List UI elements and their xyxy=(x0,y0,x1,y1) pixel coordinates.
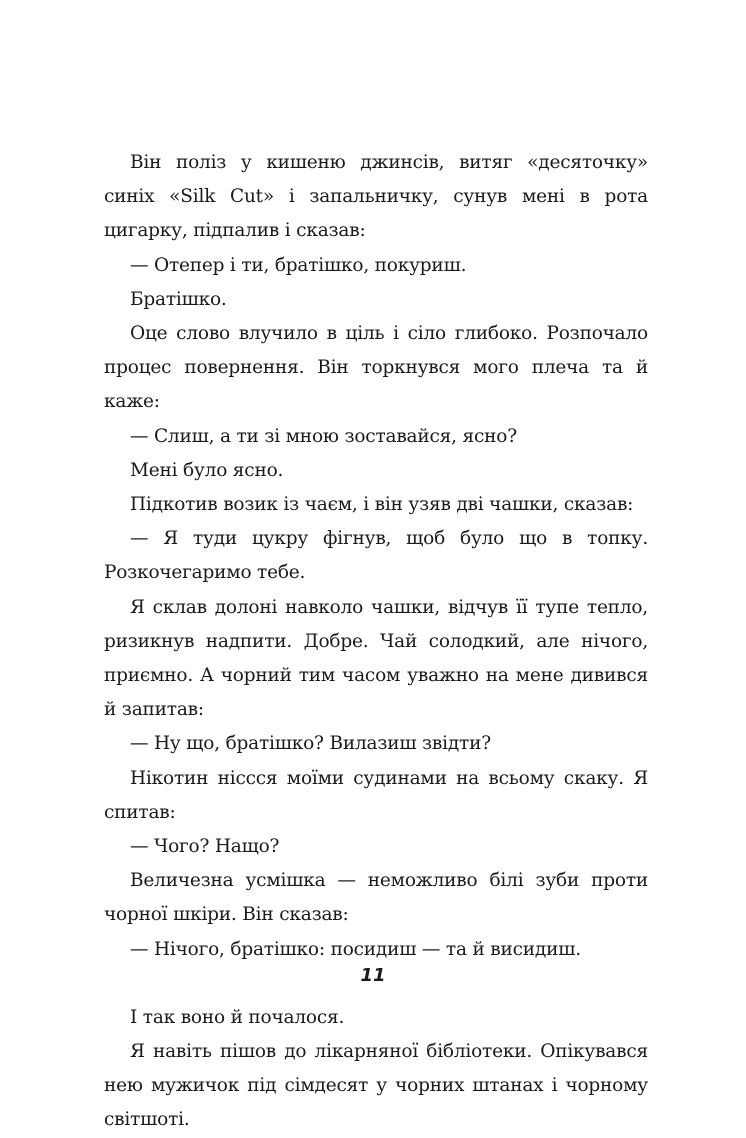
paragraph: Оце слово влучило в ціль і сіло глибоко. Розпочало процес повернення. Він торкнувся мого плеча та й каже: xyxy=(104,323,648,413)
paragraph: — Нічого, братішко: посидиш — та й висидиш. xyxy=(130,938,581,960)
paragraph: — Я туди цукру фігнув, щоб було що в топку. Розкочегаримо тебе. xyxy=(104,528,648,584)
paragraph: — Чого? Нащо? xyxy=(130,836,280,858)
page-body xyxy=(104,146,648,1138)
paragraph: Він поліз у кишеню джинсів, витяг «десяточку» синіх «Silk Cut» і запальничку, сунув мені в рота цигарку, підпалив і сказав: xyxy=(104,152,648,242)
paragraph: — Отепер і ти, братішко, покуриш. xyxy=(130,254,467,276)
paragraph: І так воно й почалося. xyxy=(130,1006,345,1028)
paragraph: Мені було ясно. xyxy=(130,459,284,481)
page-number: 11 xyxy=(360,965,386,986)
paragraph: Нікотин ніссся моїми судинами на всьому скаку. Я спитав: xyxy=(104,767,648,823)
paragraph: Я склав долоні навколо чашки, відчув її тупе тепло, ризикнув надпити. Добре. Чай солодкий, але нічого, приємно. А чорний тим часом уважно на мене дивився й запитав: xyxy=(104,596,648,721)
paragraph: — Ну що, братішко? Вилазиш звідти? xyxy=(130,733,491,755)
paragraph: Величезна усмішка — неможливо білі зуби проти чорної шкіри. Він сказав: xyxy=(104,870,648,926)
paragraph: Братішко. xyxy=(130,288,227,310)
paragraph: Я навіть пішов до лікарняної бібліотеки. Опікувався нею мужичок під сімдесят у чорних штанах і чорному світшоті. xyxy=(104,1041,648,1131)
paragraph: — Слиш, а ти зі мною зоставайся, ясно? xyxy=(130,425,517,447)
paragraph: Підкотив возик із чаєм, і він узяв дві чашки, сказав: xyxy=(130,494,634,516)
